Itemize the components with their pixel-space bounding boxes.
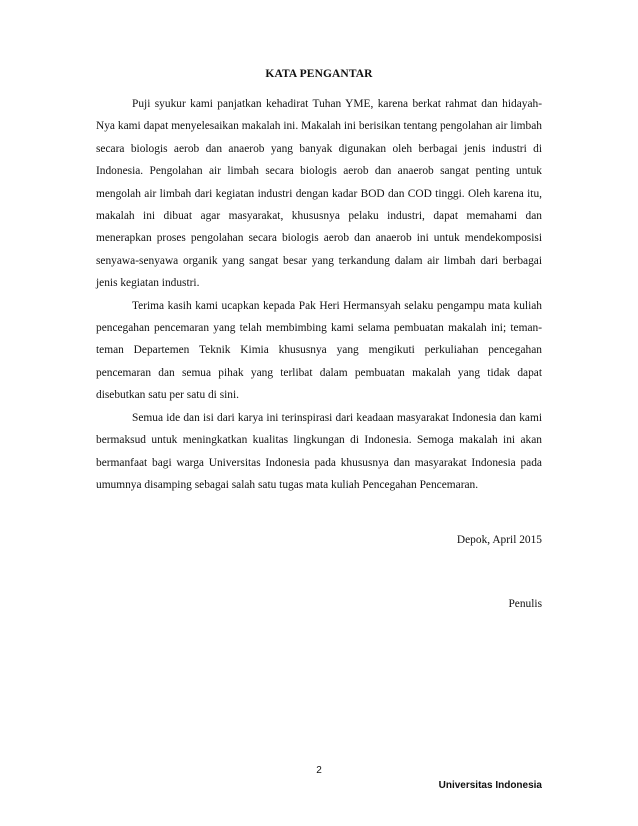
page-title: KATA PENGANTAR bbox=[265, 68, 373, 80]
closing-author: Penulis bbox=[508, 598, 542, 610]
paragraph-2: Terima kasih kami ucapkan kepada Pak Heri Hermansyah selaku pengampu mata kuliah pencegahan pencemaran yang telah membimbing kami selama pembuatan makalah ini; teman-teman Departemen Teknik Kimia khususnya yang mengikuti perkuliahan pencegahan pencemaran dan semua pihak yang terlibat dalam pembuatan makalah yang tidak dapat disebutkan satu per satu di sini. bbox=[96, 299, 542, 402]
page-number: 2 bbox=[316, 765, 322, 776]
body-text bbox=[96, 93, 542, 496]
paragraph-3: Semua ide dan isi dari karya ini terinspirasi dari keadaan masyarakat Indonesia dan kami bermaksud untuk meningkatkan kualitas lingkungan di Indonesia. Semoga makalah ini akan bermanfaat bagi warga Universitas Indonesia pada khususnya dan masyarakat Indonesia pada umumnya disamping sebagai salah satu tugas mata kuliah Pencegahan Pencemaran. bbox=[96, 411, 542, 491]
paragraph-1: Puji syukur kami panjatkan kehadirat Tuhan YME, karena berkat rahmat dan hidayah-Nya kami dapat menyelesaikan makalah ini. Makalah ini berisikan tentang pengolahan air limbah secara biologis aerob dan anaerob yang banyak digunakan oleh berbagai jenis industri di Indonesia. Pengolahan air limbah secara biologis aerob dan anaerob sangat penting untuk mengolah air limbah dari kegiatan industri dengan kadar BOD dan COD tinggi. Oleh karena itu, makalah ini dibuat agar masyarakat, khususnya pelaku industri, dapat memahami dan menerapkan proses pengolahan secara biologis aerob dan anaerob ini untuk mendekomposisi senyawa-senyawa organik yang sangat besar yang terkandung dalam air limbah dari berbagai jenis kegiatan industri. bbox=[96, 98, 542, 290]
closing-place-date: Depok, April 2015 bbox=[456, 534, 542, 546]
footer-institution: Universitas Indonesia bbox=[438, 780, 542, 791]
